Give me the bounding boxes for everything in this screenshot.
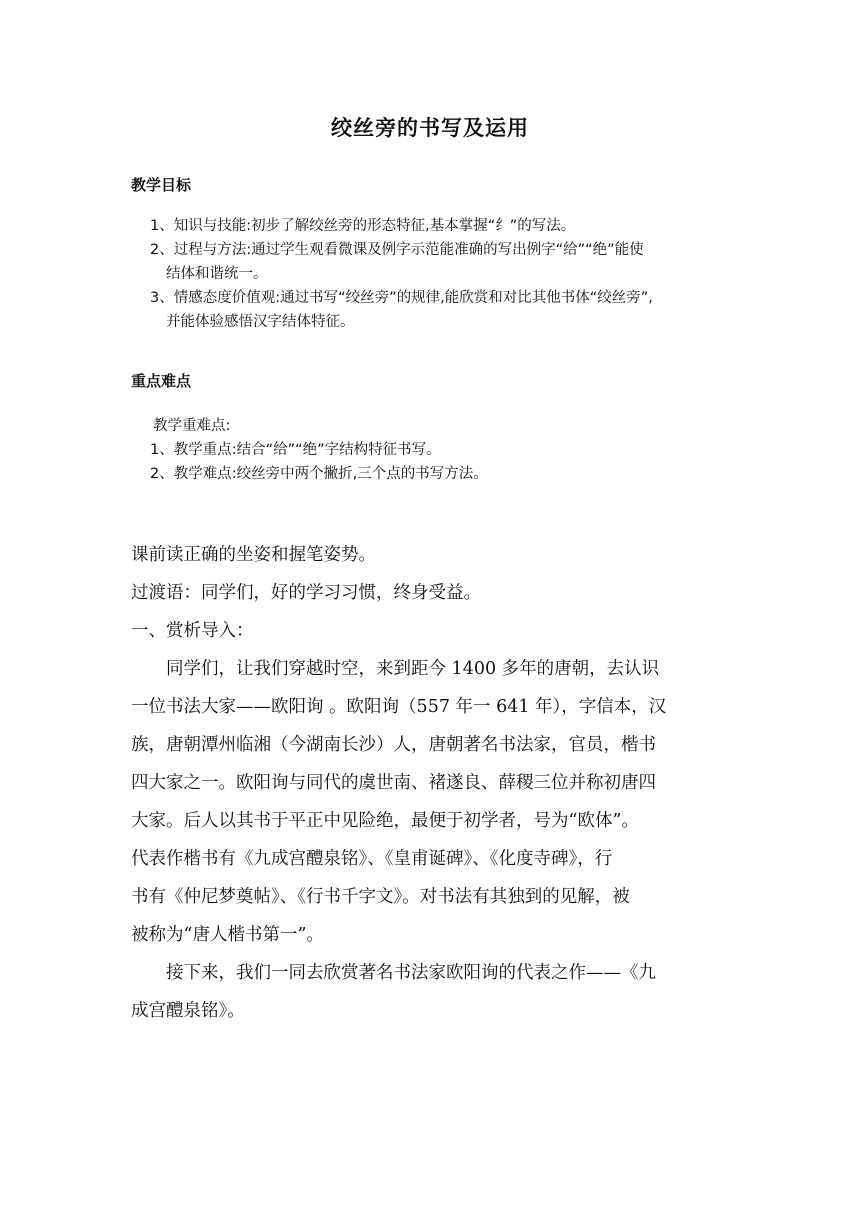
key-point-item: 2、教学难点:绞丝旁中两个撇折,三个点的书写方法。 [150,466,488,482]
paragraph-line: 书有《仲尼梦奠帖》、《行书千字文》。对书法有其独到的见解，被 [131,887,630,907]
objective-item: 2、过程与方法:通过学生观看微课及例字示范能准确的写出例字“给”“绝”能使 [150,242,644,258]
paragraph-line: 同学们，让我们穿越时空，来到距今 1400 多年的唐朝，去认识 [166,659,660,679]
key-points-list [150,414,750,486]
objective-item-continuation: 并能体验感悟汉字结体特征。 [166,314,355,330]
paragraph-line: 族，唐朝潭州临湘（今湖南长沙）人，唐朝著名书法家，官员，楷书 [131,735,656,755]
paragraph-line: 四大家之一。欧阳询与同代的虞世南、褚遂良、薛稷三位并称初唐四 [131,773,656,793]
body-text [131,536,743,1030]
objective-item: 3、情感态度价值观:通过书写“绞丝旁”的规律,能欣赏和对比其他书体“绞丝旁”, [150,290,653,306]
page-title: 绞丝旁的书写及运用 [331,116,529,140]
body-line: 课前读正确的坐姿和握笔姿势。 [131,545,376,565]
paragraph-line: 被称为“唐人楷书第一”。 [131,925,324,945]
body-line: 过渡语：同学们，好的学习习惯，终身受益。 [131,583,481,603]
objective-item: 1、知识与技能:初步了解绞丝旁的形态特征,基本掌握“纟”的写法。 [150,218,576,234]
section-heading: 一、赏析导入： [131,621,254,641]
paragraph-line: 代表作楷书有《九成宫醴泉铭》、《皇甫诞碑》、《化度寺碑》，行 [131,849,613,869]
paragraph-line: 成宫醴泉铭》。 [131,1001,245,1021]
paragraph-line: 大家。后人以其书于平正中见险绝，最便于初学者，号为“欧体”。 [131,811,639,831]
key-points-intro: 教学重难点: [153,418,231,434]
paragraph-line: 一位书法大家——欧阳询 。欧阳询（557 年一 641 年），字信本，汉 [131,697,667,717]
paragraph-line: 接下来，我们一同去欣赏著名书法家欧阳询的代表之作——《九 [166,963,656,983]
objectives-list [150,214,750,334]
key-point-item: 1、教学重点:结合“给”“绝”字结构特征书写。 [150,442,441,458]
objective-item-continuation: 结体和谐统一。 [166,266,268,282]
objectives-heading: 教学目标 [131,176,192,194]
key-points-heading: 重点难点 [131,372,192,390]
